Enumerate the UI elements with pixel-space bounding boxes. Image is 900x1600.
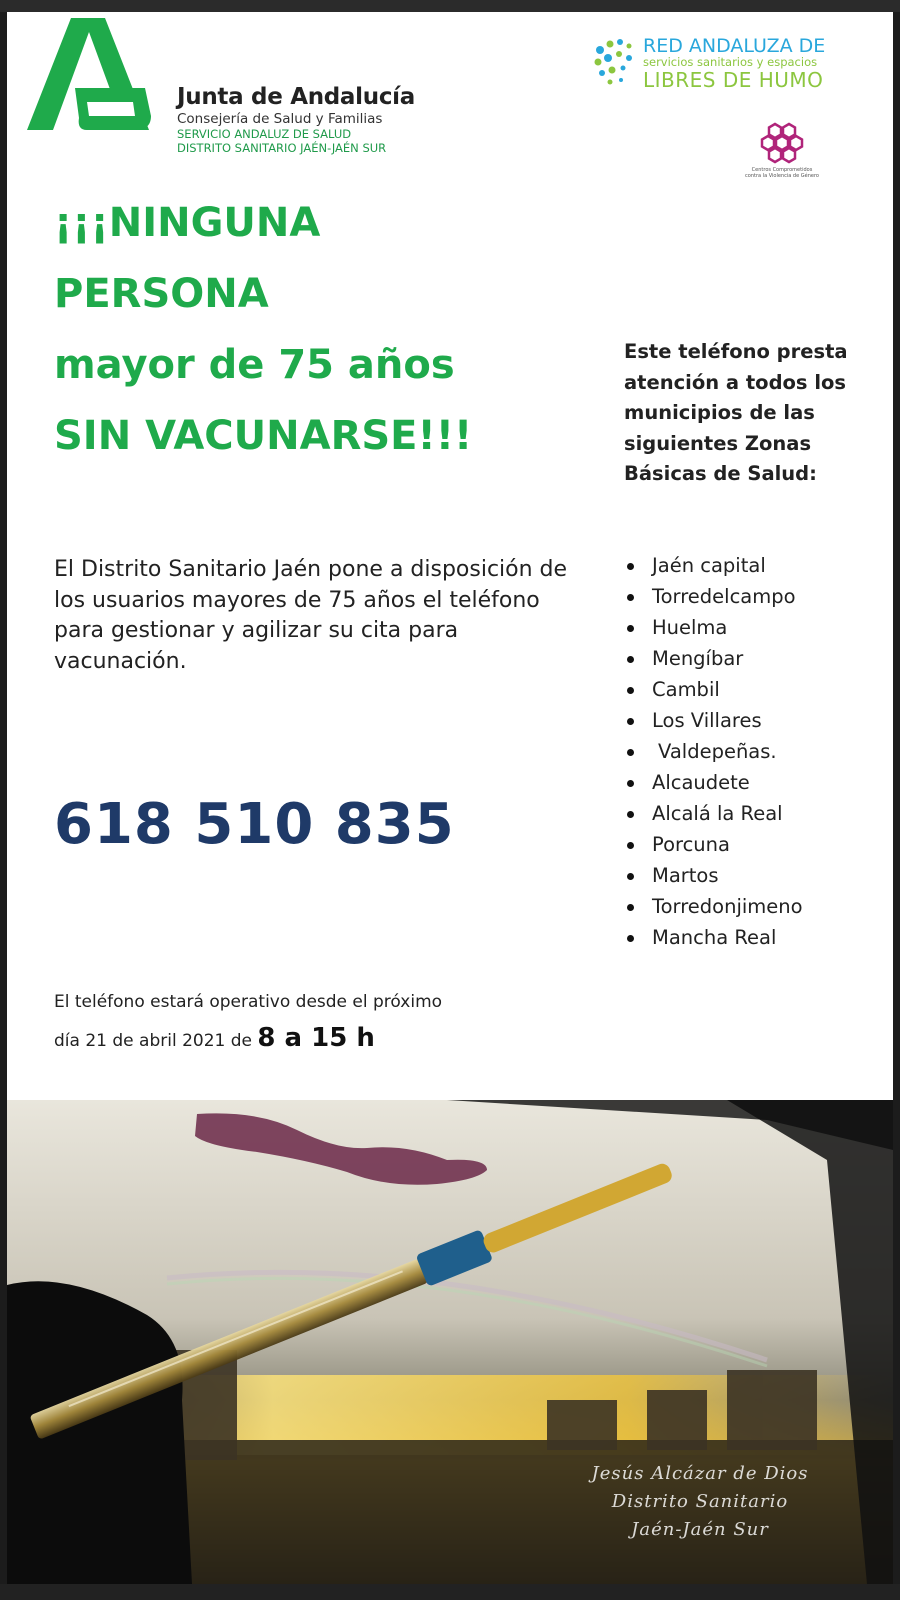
zona-item: Torredelcampo	[624, 581, 803, 612]
headline	[54, 188, 472, 472]
red-andaluza-text	[643, 37, 825, 90]
note-line-2-wrap	[54, 1020, 442, 1059]
zona-item: Valdepeñas.	[624, 736, 803, 767]
red-line-2: servicios sanitarios y espacios	[643, 55, 818, 69]
zona-item: Torredonjimeno	[624, 891, 803, 922]
zona-item: Mengíbar	[624, 643, 803, 674]
distrito-label: DISTRITO SANITARIO JAÉN-JAÉN SUR	[177, 141, 387, 155]
zona-item: Los Villares	[624, 705, 803, 736]
credit-line-3: Jaén-Jaén Sur	[631, 1519, 769, 1540]
note-line-1: El teléfono estará operativo desde el próximo	[54, 992, 443, 1012]
zona-item: Martos	[624, 860, 803, 891]
phone-number[interactable]: 618 510 835	[54, 792, 455, 857]
red-andaluza-dots-icon	[592, 36, 636, 88]
intro-paragraph: El Distrito Sanitario Jaén pone a disposición de los usuarios mayores de 75 años el teléfono para gestionar y agilizar su cita para vacunación.	[54, 557, 568, 674]
junta-text-block	[177, 84, 415, 155]
zona-item: Alcalá la Real	[624, 798, 803, 829]
zona-item: Jaén capital	[624, 550, 803, 581]
violencia-genero-logo	[759, 120, 805, 166]
availability-note	[54, 984, 442, 1059]
violencia-line-1: Centros Comprometidos	[751, 167, 813, 173]
headline-line-1: ¡¡¡NINGUNA	[54, 200, 321, 246]
zona-item: Porcuna	[624, 829, 803, 860]
junta-de-andalucia-logo	[27, 18, 152, 130]
violencia-line-2: contra la Violencia de Género	[745, 173, 819, 179]
zona-item: Huelma	[624, 612, 803, 643]
headline-line-3: mayor de 75 años	[54, 342, 455, 388]
credit-line-1: Jesús Alcázar de Dios	[591, 1463, 809, 1484]
red-line-3: LIBRES DE HUMO	[643, 67, 824, 92]
credit-line-2: Distrito Sanitario	[611, 1491, 789, 1512]
poster	[7, 12, 893, 1100]
zona-item: Alcaudete	[624, 767, 803, 798]
zonas-intro: Este teléfono presta atención a todos los municipios de las siguientes Zonas Básicas de Salud:	[624, 340, 848, 485]
photo-credit	[510, 1460, 890, 1544]
headline-line-2: PERSONA	[54, 271, 269, 317]
consejeria-label: Consejería de Salud y Familias	[177, 111, 383, 127]
zona-item: Mancha Real	[624, 922, 803, 953]
zona-item: Cambil	[624, 674, 803, 705]
violencia-caption	[737, 167, 827, 179]
top-frame-bar	[0, 0, 900, 12]
servicio-label: SERVICIO ANDALUZ DE SALUD	[177, 127, 352, 141]
headline-line-4: SIN VACUNARSE!!!	[54, 413, 473, 459]
red-line-1: RED ANDALUZA DE	[643, 35, 826, 57]
note-line-2: día 21 de abril 2021 de	[54, 1031, 252, 1051]
hours-label: 8 a 15 h	[257, 1023, 375, 1053]
zonas-list	[624, 550, 803, 953]
bottom-frame-bar	[0, 1584, 900, 1600]
junta-name: Junta de Andalucía	[177, 84, 415, 110]
